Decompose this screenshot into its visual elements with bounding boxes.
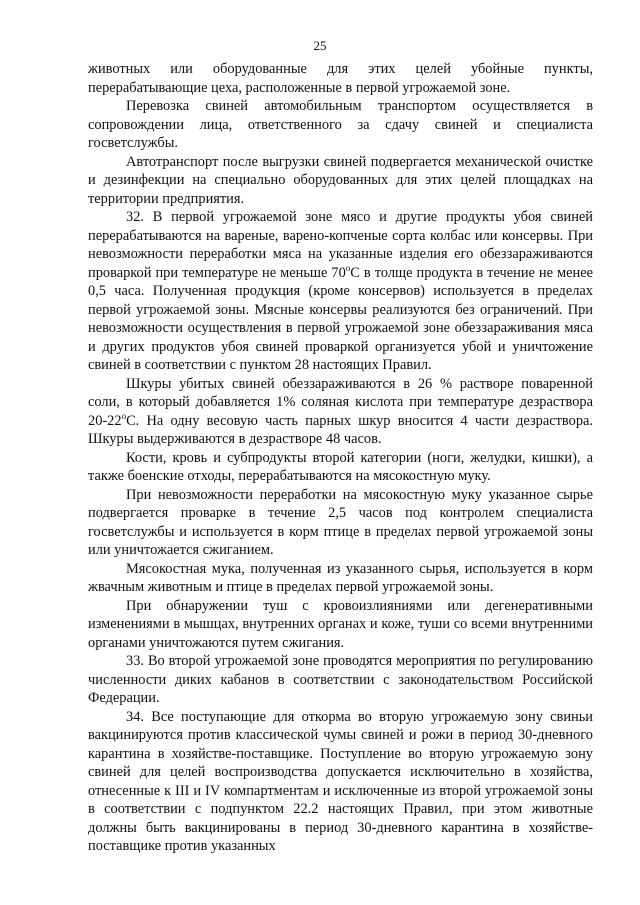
body-text xyxy=(88,60,593,856)
paragraph-clause-32: 32. В первой угрожаемой зоне мясо и другие продукты убоя свиней перерабатываются на вареные, варено-копченые сорта колбас или консервы. При невозможности переработки мяса на указанные изделия его обеззараживаются проваркой при температуре не меньше $70^оС$ в толще продукта в течение не менее 0,5 часа. Полученная продукция (кроме консервов) используется в пределах первой угрожаемой зоны. Мясные консервы реализуются без ограничений. При невозможности осуществления в первой угрожаемой зоне обеззараживания мяса и других продуктов убоя свиней проваркой организуется убой и уничтожение свиней в соответствии с пунктом 28 настоящих Правил. xyxy=(88,209,594,373)
paragraph-bone-meal: Мясокостная мука, полученная из указанного сырья, используется в корм жвачным животным и птице в пределах первой угрожаемой зоны. xyxy=(88,560,593,595)
page-number: 25 xyxy=(313,38,327,53)
paragraph-hides: Шкуры убитых свиней обеззараживаются в 26 % растворе поваренной соли, в который добавляется 1% соляная кислота при температуре дезраствора $20-22^оС$. На одну весовую часть парных шкур вносится 4 части дезраствора. Шкуры выдерживаются в дезрастворе 48 часов. xyxy=(88,375,593,447)
paragraph-transport: Перевозка свиней автомобильным транспортом осуществляется в сопровождении лица, ответственного за сдачу свиней и специалиста госветслужбы. xyxy=(88,98,593,151)
paragraph-carcasses: При обнаружении туш с кровоизлияниями или дегенеративными изменениями в мышцах, внутренних органах и коже, туши со всеми внутренними органами уничтожаются путем сжигания. xyxy=(88,597,593,651)
paragraph-clause-33: 33. Во второй угрожаемой зоне проводятся мероприятия по регулированию численности диких кабанов в соответствии с законодательством Российской Федерации. xyxy=(88,653,593,706)
paragraph-clause-34: 34. Все поступающие для откорма во вторую угрожаемую зону свиньи вакцинируются против классической чумы свиней и рожи в период 30-дневного карантина в хозяйстве-поставщике. Поступление во вторую угрожаемую зону свиней для целей воспроизводства допускается исключительно в хозяйства, отнесенные к III и IV компартментам и исключенные из второй угрожаемой зоны в соответствии с подпунктом 22.2 настоящих Правил, при этом животные должны быть вакцинированы в период 30-дневного карантина в хозяйстве-поставщике против указанных xyxy=(88,708,593,854)
paragraph-continuation: животных или оборудованные для этих целей убойные пункты, перерабатывающие цеха, расположенные в первой угрожаемой зоне. xyxy=(88,61,593,96)
paragraph-vehicle-cleaning: Автотранспорт после выгрузки свиней подвергается механической очистке и дезинфекции на специально оборудованных для этих целей площадках на территории предприятия. xyxy=(88,153,593,207)
paragraph-boiling: При невозможности переработки на мясокостную муку указанное сырье подвергается проварке в течение 2,5 часов под контролем специалиста госветслужбы и используется в корм птице в пределах первой угрожаемой зоны или уничтожается сжиганием. xyxy=(88,486,593,558)
paragraph-bones-blood: Кости, кровь и субпродукты второй категории (ноги, желудки, кишки), а также боенские отходы, перерабатываются на мясокостную муку. xyxy=(88,449,593,484)
